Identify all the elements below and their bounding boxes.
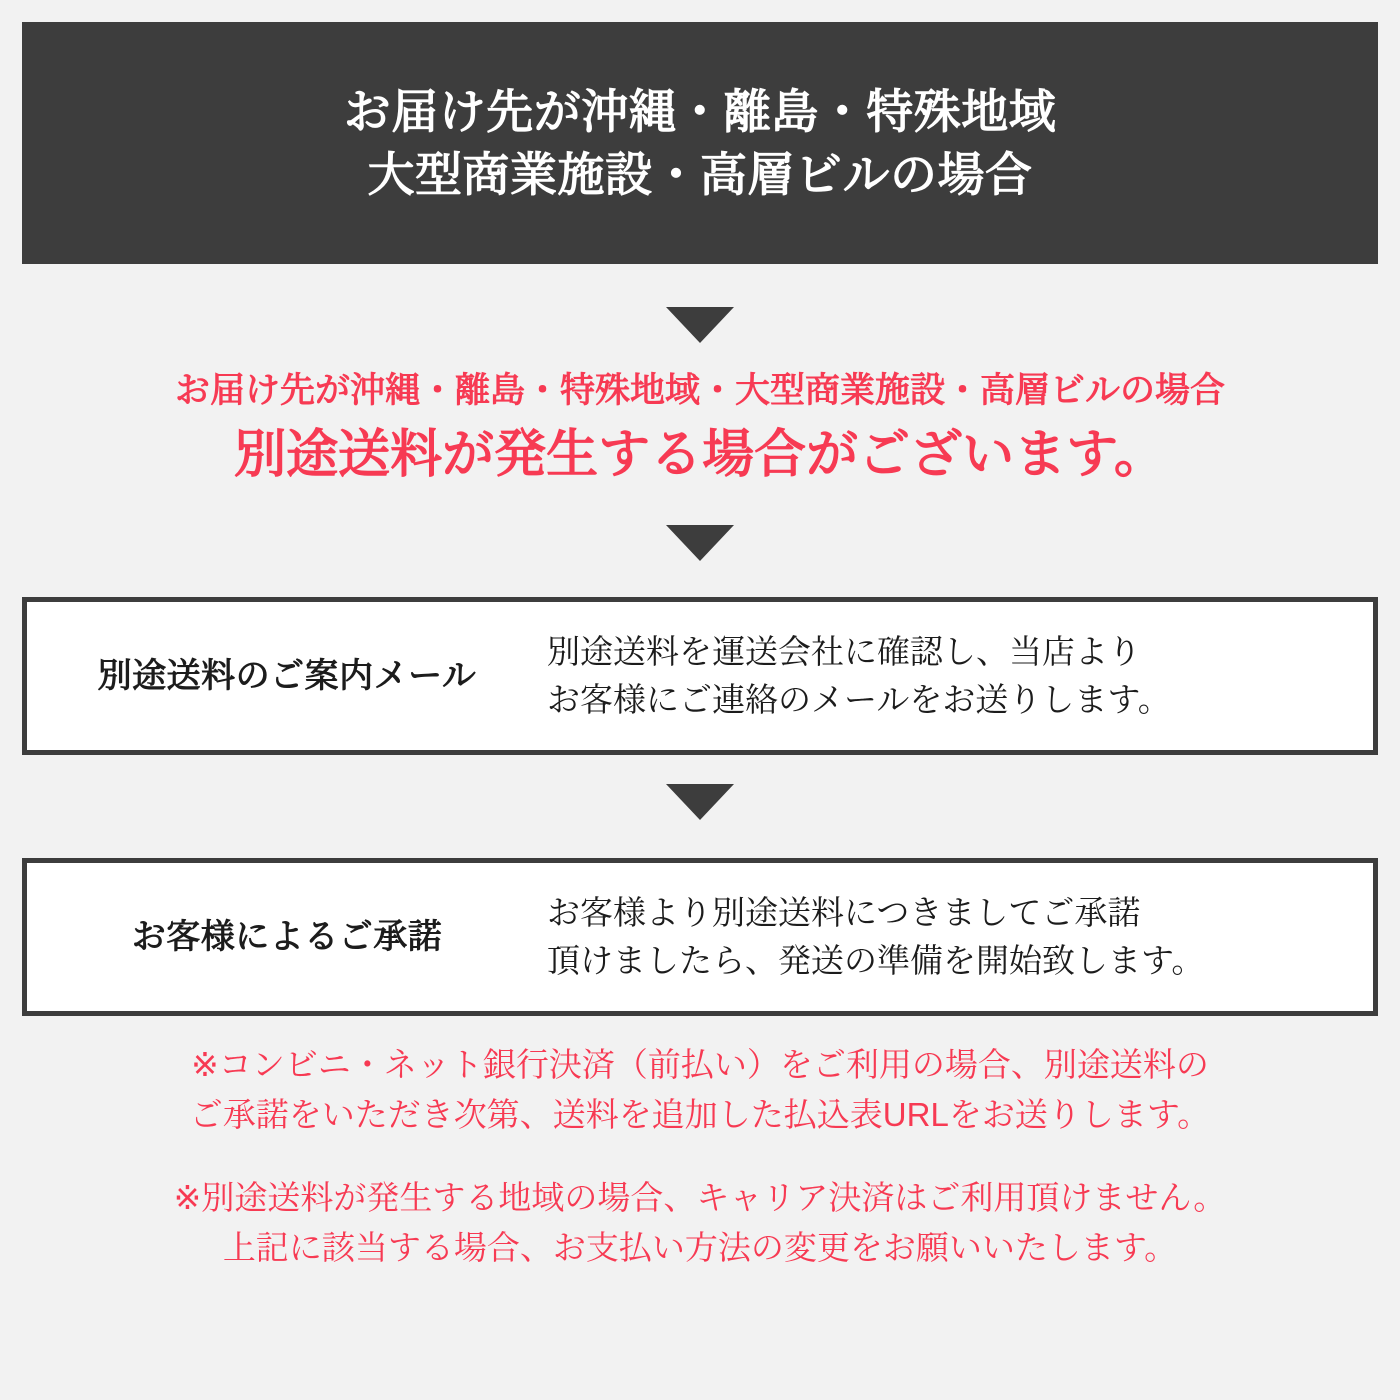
note-prepaid-payment xyxy=(0,1040,1400,1139)
step-box-customer-consent xyxy=(22,858,1378,1016)
note-carrier-payment xyxy=(0,1173,1400,1272)
header-title-line-2: 大型商業施設・高層ビルの場合 xyxy=(367,148,1033,201)
header-banner xyxy=(22,22,1378,264)
step-description xyxy=(547,628,1373,724)
step-label: お客様によるご承諾 xyxy=(131,917,443,956)
step-description-line-2: 頂けましたら、発送の準備を開始致します。 xyxy=(547,942,1205,979)
step-description-line-1: お客様より別途送料につきましてご承諾 xyxy=(547,894,1141,932)
emphasis-block xyxy=(0,368,1400,490)
step-description-line-1: 別途送料を運送会社に確認し、当店より xyxy=(547,633,1141,671)
emphasis-subtitle: お届け先が沖縄・離島・特殊地域・大型商業施設・高層ビルの場合 xyxy=(174,371,1225,410)
step-label: 別途送料のご案内メール xyxy=(97,656,477,695)
triangle-down-icon xyxy=(666,784,734,820)
note-line-2: 上記に該当する場合、お支払い方法の変更をお願いいたします。 xyxy=(222,1228,1178,1266)
step-description xyxy=(547,889,1373,985)
triangle-down-icon xyxy=(666,307,734,343)
footer-notes xyxy=(0,1040,1400,1272)
note-line-1: ※別途送料が発生する地域の場合、キャリア決済はご利用頂けません。 xyxy=(173,1179,1227,1216)
step-description-line-2: お客様にご連絡のメールをお送りします。 xyxy=(547,681,1171,718)
header-title-line-1: お届け先が沖縄・離島・特殊地域 xyxy=(343,84,1057,138)
note-line-1: ※コンビニ・ネット銀行決済（前払い）をご利用の場合、別途送料の xyxy=(191,1046,1209,1083)
step-box-email-notice xyxy=(22,597,1378,755)
triangle-down-icon xyxy=(666,525,734,561)
note-line-2: ご承諾をいただき次第、送料を追加した払込表URLをお送りします。 xyxy=(189,1095,1211,1133)
emphasis-headline: 別途送料が発生する場合がございます。 xyxy=(234,425,1166,484)
